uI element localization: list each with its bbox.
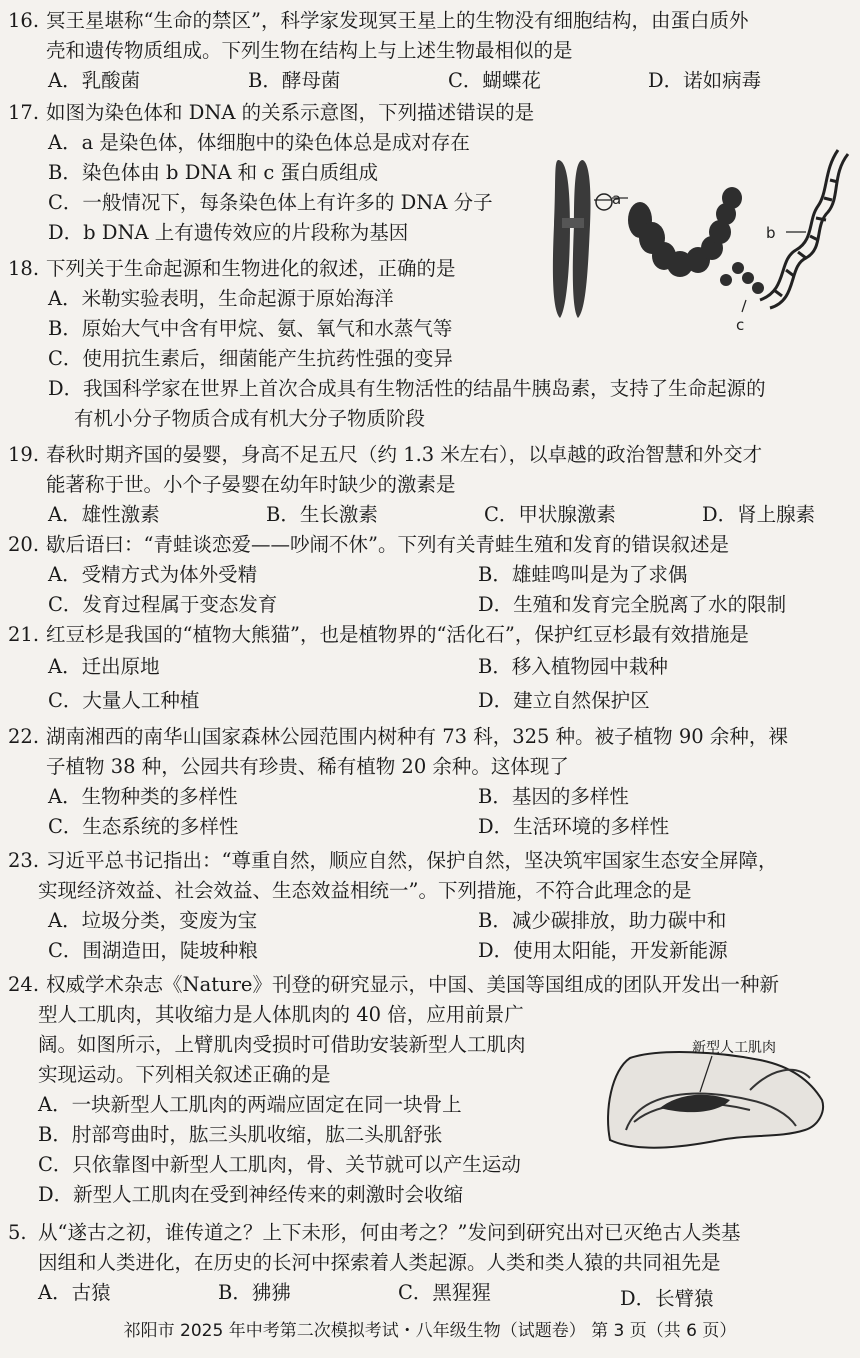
option-b: B．染色体由 b DNA 和 c 蛋白质组成 bbox=[48, 161, 379, 184]
option-b: B．雄蛙鸣叫是为了求偶 bbox=[478, 563, 688, 586]
option-d: D．肾上腺素 bbox=[702, 503, 816, 526]
question-stem: 下列关于生命起源和生物进化的叙述，正确的是 bbox=[46, 257, 456, 280]
question-number: 16. bbox=[8, 9, 40, 32]
question-25 bbox=[8, 1218, 853, 1308]
option-c: C．发育过程属于变态发育 bbox=[48, 593, 278, 616]
option-d: D．建立自然保护区 bbox=[478, 689, 650, 712]
question-stem: 歇后语曰：“青蛙谈恋爱——吵闹不休”。下列有关青蛙生殖和发育的错误叙述是 bbox=[46, 533, 729, 556]
option-a: A．米勒实验表明，生命起源于原始海洋 bbox=[48, 287, 394, 310]
option-a: A．受精方式为体外受精 bbox=[48, 563, 258, 586]
option-a: A．古猿 bbox=[38, 1281, 111, 1304]
question-23 bbox=[8, 846, 853, 966]
question-number: 18. bbox=[8, 257, 40, 280]
option-b: B．酵母菌 bbox=[248, 69, 341, 92]
question-number: 22. bbox=[8, 725, 40, 748]
option-b: B．原始大气中含有甲烷、氨、氧气和水蒸气等 bbox=[48, 317, 453, 340]
question-stem-cont: 阔。如图所示，上臂肌肉受损时可借助安装新型人工肌肉 bbox=[38, 1033, 526, 1056]
question-20 bbox=[8, 530, 853, 620]
option-b: B．肘部弯曲时，肱三头肌收缩，肱二头肌舒张 bbox=[38, 1123, 443, 1146]
question-number: 5. bbox=[8, 1221, 27, 1244]
option-a: A．生物种类的多样性 bbox=[48, 785, 238, 808]
option-c: C．大量人工种植 bbox=[48, 689, 200, 712]
question-number: 19. bbox=[8, 443, 40, 466]
question-number: 23. bbox=[8, 849, 40, 872]
option-b: B．移入植物园中栽种 bbox=[478, 655, 668, 678]
question-19 bbox=[8, 440, 853, 530]
question-16 bbox=[8, 6, 853, 96]
option-a: A．雄性激素 bbox=[48, 503, 160, 526]
label-c: c bbox=[736, 316, 745, 334]
figure-label: 新型人工肌肉 bbox=[692, 1040, 776, 1056]
question-number: 21. bbox=[8, 623, 40, 646]
option-c: C．一般情况下，每条染色体上有许多的 DNA 分子 bbox=[48, 191, 493, 214]
option-c: C．黑猩猩 bbox=[398, 1281, 491, 1304]
question-stem: 春秋时期齐国的晏婴，身高不足五尺（约 1.3 米左右），以卓越的政治智慧和外交才 bbox=[46, 443, 763, 466]
option-b: B．基因的多样性 bbox=[478, 785, 629, 808]
question-stem-cont: 能著称于世。小个子晏婴在幼年时缺少的激素是 bbox=[46, 473, 456, 496]
question-number: 24. bbox=[8, 973, 40, 996]
option-d: D．我国科学家在世界上首次合成具有生物活性的结晶牛胰岛素，支持了生命起源的 bbox=[48, 377, 766, 400]
option-c: C．生态系统的多样性 bbox=[48, 815, 239, 838]
question-stem-cont: 子植物 38 种，公园共有珍贵、稀有植物 20 余种。这体现了 bbox=[46, 755, 569, 778]
question-22 bbox=[8, 722, 853, 842]
chromosome-icon bbox=[553, 160, 591, 318]
question-number: 17. bbox=[8, 101, 40, 124]
option-c: C．蝴蝶花 bbox=[448, 69, 541, 92]
option-b: B．生长激素 bbox=[266, 503, 378, 526]
option-c: C．只依靠图中新型人工肌肉，骨、关节就可以产生运动 bbox=[38, 1153, 521, 1176]
option-c: C．甲状腺激素 bbox=[484, 503, 616, 526]
option-a: A．乳酸菌 bbox=[48, 69, 141, 92]
question-stem-cont: 因组和人类进化，在历史的长河中探索着人类起源。人类和类人猿的共同祖先是 bbox=[38, 1251, 721, 1274]
question-stem: 如图为染色体和 DNA 的关系示意图，下列描述错误的是 bbox=[46, 101, 535, 124]
nucleosome-coil-icon bbox=[628, 187, 764, 294]
question-number: 20. bbox=[8, 533, 40, 556]
label-a: a bbox=[612, 190, 622, 208]
option-d: D．生殖和发育完全脱离了水的限制 bbox=[478, 593, 787, 616]
chromosome-dna-figure bbox=[548, 140, 854, 340]
option-d: D．使用太阳能，开发新能源 bbox=[478, 939, 728, 962]
question-21 bbox=[8, 620, 853, 718]
question-stem: 权威学术杂志《Nature》刊登的研究显示，中国、美国等国组成的团队开发出一种新 bbox=[46, 973, 779, 996]
question-stem: 习近平总书记指出：“尊重自然，顺应自然，保护自然，坚决筑牢国家生态安全屏障， bbox=[46, 849, 778, 872]
option-d: D．b DNA 上有遗传效应的片段称为基因 bbox=[48, 221, 409, 244]
page-footer: 祁阳市 2025 年中考第二次模拟考试・八年级生物（试题卷） 第 3 页（共 6 页） bbox=[123, 1321, 737, 1341]
option-b: B．减少碳排放，助力碳中和 bbox=[478, 909, 727, 932]
option-d-cont: 有机小分子物质合成有机大分子物质阶段 bbox=[74, 407, 426, 430]
option-c: C．围湖造田，陡坡种粮 bbox=[48, 939, 258, 962]
label-b: b bbox=[766, 224, 776, 242]
question-stem: 湖南湘西的南华山国家森林公园范围内树种有 73 科，325 种。被子植物 90 余种，裸 bbox=[46, 725, 788, 748]
question-stem: 从“遂古之初，谁传道之？上下未形，何由考之？”发问到研究出对已灭绝古人类基 bbox=[38, 1221, 741, 1244]
arm-muscle-figure bbox=[600, 1030, 830, 1160]
option-d: D．长臂猿 bbox=[620, 1287, 714, 1310]
option-d: D．新型人工肌肉在受到神经传来的刺激时会收缩 bbox=[38, 1183, 464, 1206]
question-stem-cont: 型人工肌肉，其收缩力是人体肌肉的 40 倍，应用前景广 bbox=[38, 1003, 524, 1026]
option-b: B．狒狒 bbox=[218, 1281, 291, 1304]
question-stem-cont: 壳和遗传物质组成。下列生物在结构上与上述生物最相似的是 bbox=[46, 39, 573, 62]
option-d: D．诺如病毒 bbox=[648, 69, 762, 92]
option-a: A．一块新型人工肌肉的两端应固定在同一块骨上 bbox=[38, 1093, 462, 1116]
question-stem: 红豆杉是我国的“植物大熊猫”，也是植物界的“活化石”，保护红豆杉最有效措施是 bbox=[46, 623, 749, 646]
option-c: C．使用抗生素后，细菌能产生抗药性强的变异 bbox=[48, 347, 453, 370]
question-stem-cont: 实现经济效益、社会效益、生态效益相统一”。下列措施，不符合此理念的是 bbox=[38, 879, 692, 902]
option-a: A．a 是染色体，体细胞中的染色体总是成对存在 bbox=[48, 131, 470, 154]
option-a: A．迁出原地 bbox=[48, 655, 160, 678]
option-d: D．生活环境的多样性 bbox=[478, 815, 670, 838]
option-a: A．垃圾分类，变废为宝 bbox=[48, 909, 258, 932]
question-stem-cont: 实现运动。下列相关叙述正确的是 bbox=[38, 1063, 331, 1086]
question-stem: 冥王星堪称“生命的禁区”，科学家发现冥王星上的生物没有细胞结构，由蛋白质外 bbox=[46, 9, 749, 32]
